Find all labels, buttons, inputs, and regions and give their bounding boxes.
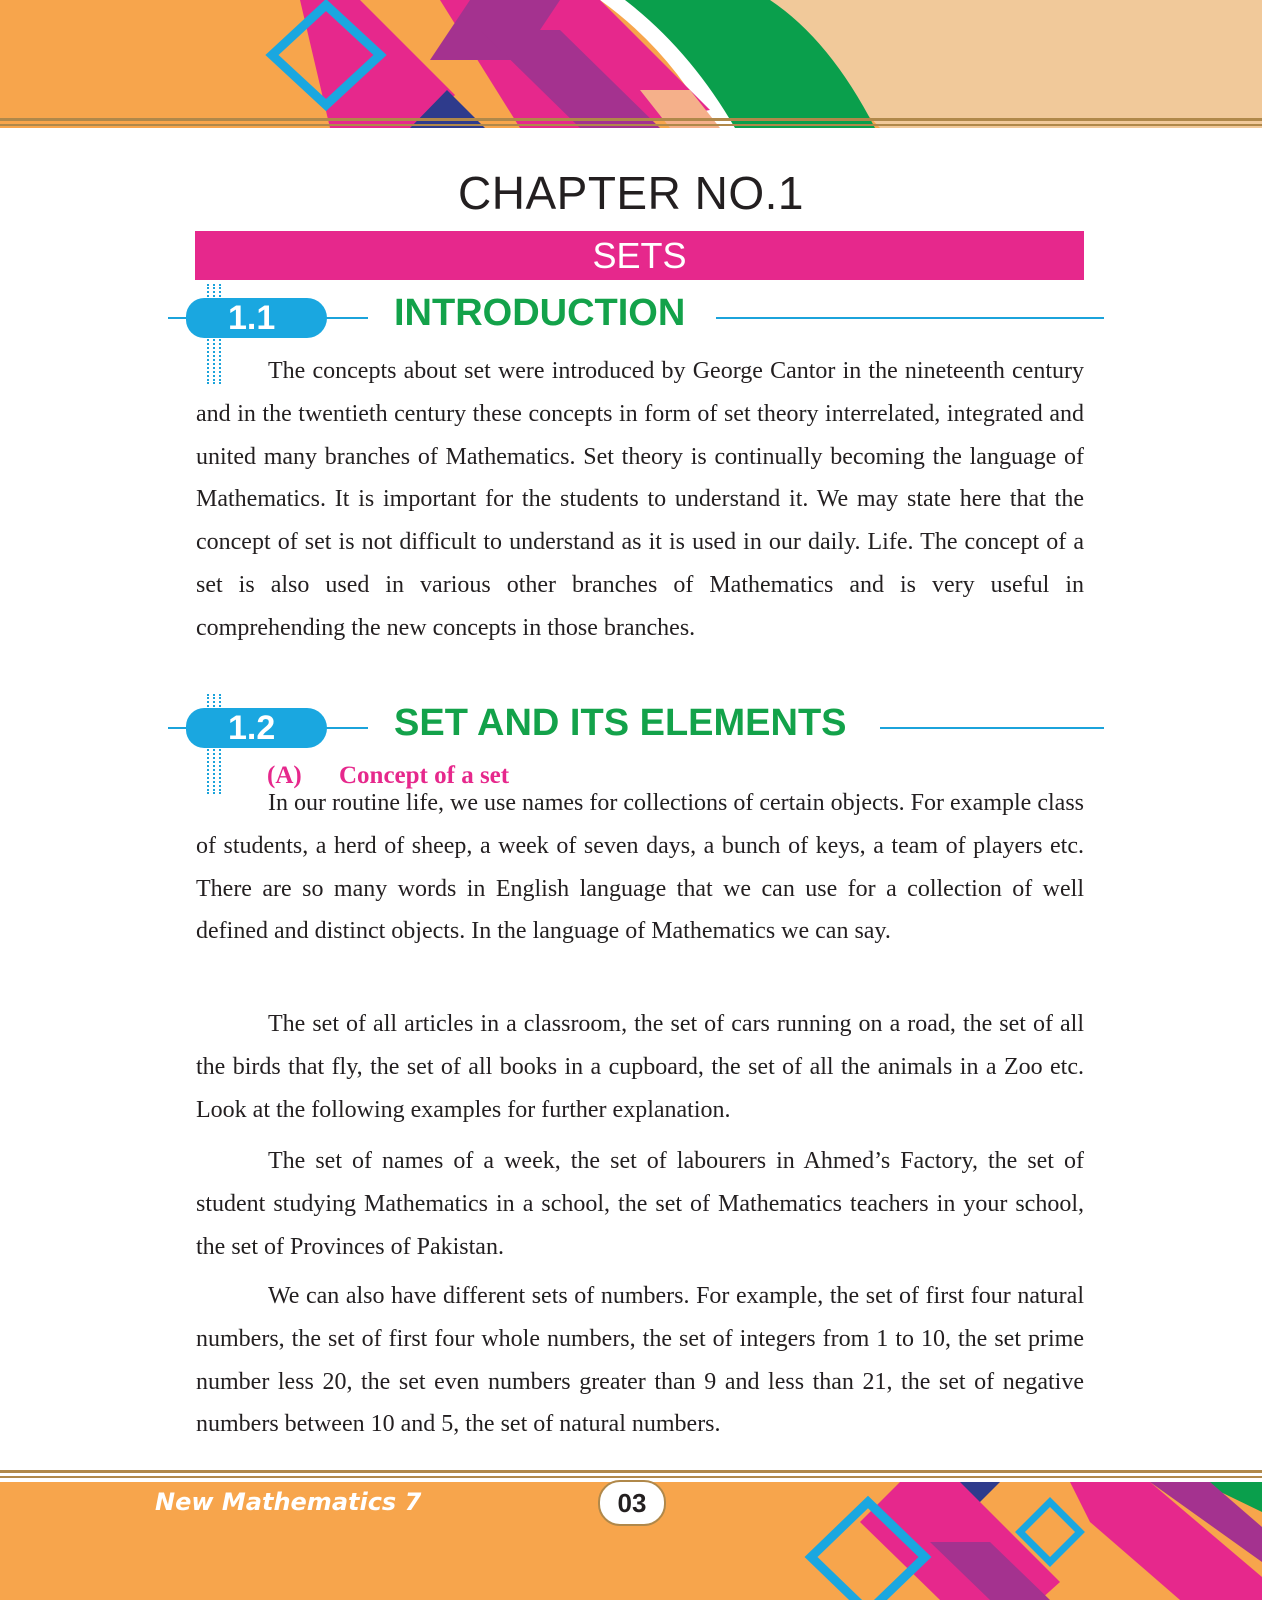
subheading-label: (A) (267, 762, 302, 789)
paragraph: We can also have different sets of numbers. For example, the set of first four natural numbers, the set of first four whole numbers, the set of integers from 1 to 10, the set prime number less 20, the set even numbers greater than 9 and less than 21, the set of negative numbers between 10 and 5, the set of natural numbers. (196, 1283, 1084, 1438)
paragraph: The set of names of a week, the set of labourers in Ahmed’s Factory, the set of student studying Mathematics in a school, the set of Mathematics teachers in your school, the set of Provinces of Pakistan. (196, 1148, 1084, 1260)
paragraph: In our routine life, we use names for collections of certain objects. For example class of students, a herd of sheep, a week of seven days, a bunch of keys, a team of players etc. There are so many words in English language that we can use for a collection of well defined and distinct objects. In the language of Mathematics we can say. (196, 790, 1084, 945)
section-number-badge: 1.1 (186, 298, 327, 338)
section-line-right (716, 317, 1104, 319)
header-rule (0, 118, 1262, 121)
page-number: 03 (598, 1480, 666, 1526)
section-line-right (880, 727, 1104, 729)
paragraph: The set of all articles in a classroom, the set of cars running on a road, the set of all the birds that fly, the set of all books in a cupboard, the set of all the animals in a Zoo etc. Look at the following examples for further explanation. (196, 1011, 1084, 1123)
header-pattern (0, 0, 1262, 128)
section-title: SET AND ITS ELEMENTS (394, 702, 863, 745)
section-heading-introduction (0, 288, 1262, 348)
intro-paragraph: The concepts about set were introduced by George Cantor in the nineteenth century and in the twentieth century these concepts in form of set theory interrelated, integrated and united many branches of Mathematics. Set theory is continually becoming the language of Mathematics. It is important for the students to understand it. We may state here that the concept of set is not difficult to understand as it is used in our daily. Life. The concept of a set is also used in various other branches of Mathematics and is very useful in comprehending the new concepts in those branches. (196, 358, 1084, 641)
footer-rule (0, 1470, 1262, 1473)
header-decoration (0, 0, 1262, 128)
chapter-title: CHAPTER NO.1 (458, 167, 804, 219)
chapter-subtitle-banner: SETS (195, 231, 1084, 280)
section-heading-set-elements (0, 698, 1262, 758)
section-number-badge: 1.2 (186, 708, 327, 748)
header-rule-thin (0, 124, 1262, 126)
footer-book-title: New Mathematics 7 (155, 1488, 422, 1516)
subheading-text: Concept of a set (339, 762, 510, 789)
section-title: INTRODUCTION (394, 292, 701, 335)
footer-rule-thin (0, 1476, 1262, 1478)
